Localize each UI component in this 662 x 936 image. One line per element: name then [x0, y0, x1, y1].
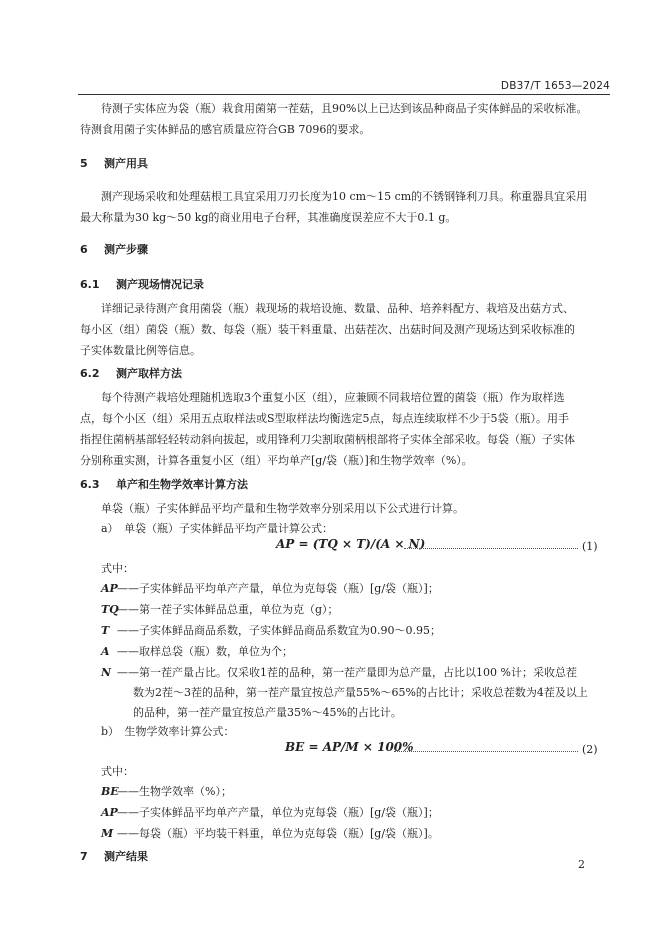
symbol: N [101, 666, 112, 679]
definition-ap-2 [101, 804, 439, 820]
definition-text: ——取样总袋（瓶）数，单位为个； [117, 645, 293, 658]
section-6-2-heading [80, 365, 182, 381]
symbol: T [101, 624, 110, 637]
definition-text: ——第一茬产量占比。仅采收1茬的品种，第一茬产量即为总产量，占比以100 %计；采收总茬 [117, 666, 577, 679]
definition-text: ——每袋（瓶）平均装干料重，单位为克每袋（瓶）[g/袋（瓶）]。 [117, 827, 439, 840]
where-label-1: 式中： [101, 562, 134, 575]
definition-text: ——第一茬子实体鲜品总重，单位为克（g）； [117, 603, 339, 616]
equation-number-2: (2) [582, 743, 598, 756]
section-6-3-heading [80, 476, 248, 492]
definition-n-continuation-1: 数为2茬～3茬的品种，第一茬产量宜按总产量55%～65%的占比计；采收总茬数为4茬及以上 [133, 686, 588, 699]
section-6-2-line-1: 每个待测产栽培处理随机选取3个重复小区（组），应兼顾不同栽培位置的菌袋（瓶）作为取样选 [101, 391, 565, 404]
intro-line-1: 待测子实体应为袋（瓶）栽食用菌第一茬菇，且90%以上已达到该品种商品子实体鲜品的采收标准。 [101, 102, 588, 115]
section-title: 测产现场情况记录 [116, 278, 204, 291]
definition-text: ——子实体鲜品平均单产产量，单位为克每袋（瓶）[g/袋（瓶）]； [117, 582, 439, 595]
section-6-1-line-3: 子实体数量比例等信息。 [80, 344, 201, 357]
definition-n-continuation-2: 的品种，第一茬产量宜按总产量35%～45%的占比计。 [133, 706, 402, 719]
item-b-label: b） 生物学效率计算公式： [101, 725, 235, 738]
equation-number-1: (1) [582, 540, 598, 553]
symbol: TQ [101, 603, 119, 616]
section-title: 测产结果 [104, 850, 148, 863]
symbol: M [101, 827, 114, 840]
section-6-2-line-4: 分别称重实测，计算各重复小区（组）平均单产[g/袋（瓶）]和生物学效率（%）。 [80, 454, 473, 467]
section-6-3-intro: 单袋（瓶）子实体鲜品平均产量和生物学效率分别采用以下公式进行计算。 [101, 502, 464, 515]
section-number: 6 [80, 243, 88, 256]
section-title: 测产取样方法 [116, 367, 182, 380]
section-title: 单产和生物学效率计算方法 [116, 478, 248, 491]
document-id: DB37/T 1653—2024 [500, 80, 610, 92]
section-6-heading [80, 241, 148, 257]
definition-text: ——子实体鲜品平均单产产量，单位为克每袋（瓶）[g/袋（瓶）]； [117, 806, 439, 819]
section-number: 6.3 [80, 478, 100, 491]
where-label-2: 式中： [101, 765, 134, 778]
definition-text: ——生物学效率（%）； [117, 785, 232, 798]
definition-text: ——子实体鲜品商品系数，子实体鲜品商品系数宜为0.90～0.95； [117, 624, 441, 637]
definition-t [101, 622, 441, 638]
formula-1-leader-dots [404, 548, 578, 549]
section-title: 测产步骤 [104, 243, 148, 256]
section-6-2-line-3: 指捏住菌柄基部轻轻转动斜向拔起，或用锋利刀尖割取菌柄根部将子实体全部采收。每袋（瓶）子实体 [80, 433, 575, 446]
definition-tq [101, 601, 339, 617]
section-5-line-1: 测产现场采收和处理菇根工具宜采用刀刃长度为10 cm～15 cm的不锈钢锋利刀具。称重器具宜采用 [101, 190, 588, 203]
definition-be [101, 783, 232, 799]
page-number: 2 [578, 858, 585, 871]
section-6-1-heading [80, 276, 204, 292]
symbol: AP [101, 582, 118, 595]
header-rule [78, 94, 610, 95]
section-5-heading [80, 155, 148, 171]
symbol: BE [101, 785, 119, 798]
formula-2: BE = AP/M × 100% [285, 740, 414, 754]
section-6-1-line-2: 每小区（组）菌袋（瓶）数、每袋（瓶）装干料重量、出菇茬次、出菇时间及测产现场达到采收标准的 [80, 323, 575, 336]
section-6-2-line-2: 点，每个小区（组）采用五点取样法或S型取样法均衡选定5点，每点连续取样不少于5袋（瓶）。用手 [80, 412, 570, 425]
definition-n [101, 664, 577, 680]
item-a-label: a） 单袋（瓶）子实体鲜品平均产量计算公式： [101, 522, 334, 535]
section-number: 7 [80, 850, 88, 863]
section-5-line-2: 最大称量为30 kg～50 kg的商业用电子台秤，其准确度误差应不大于0.1 g。 [80, 211, 457, 224]
section-6-1-line-1: 详细记录待测产食用菌袋（瓶）栽现场的栽培设施、数量、品种、培养料配方、栽培及出菇方式、 [101, 302, 574, 315]
section-number: 6.2 [80, 367, 100, 380]
definition-m [101, 825, 439, 841]
definition-ap [101, 580, 439, 596]
symbol: AP [101, 806, 118, 819]
formula-2-leader-dots [394, 751, 578, 752]
intro-line-2: 待测食用菌子实体鲜品的感官质量应符合GB 7096的要求。 [80, 123, 371, 136]
formula-1: AP = (TQ × T)/(A × N) [276, 537, 426, 551]
section-number: 6.1 [80, 278, 100, 291]
definition-a [101, 643, 293, 659]
section-number: 5 [80, 157, 88, 170]
section-7-heading [80, 848, 148, 864]
symbol: A [101, 645, 110, 658]
section-title: 测产用具 [104, 157, 148, 170]
